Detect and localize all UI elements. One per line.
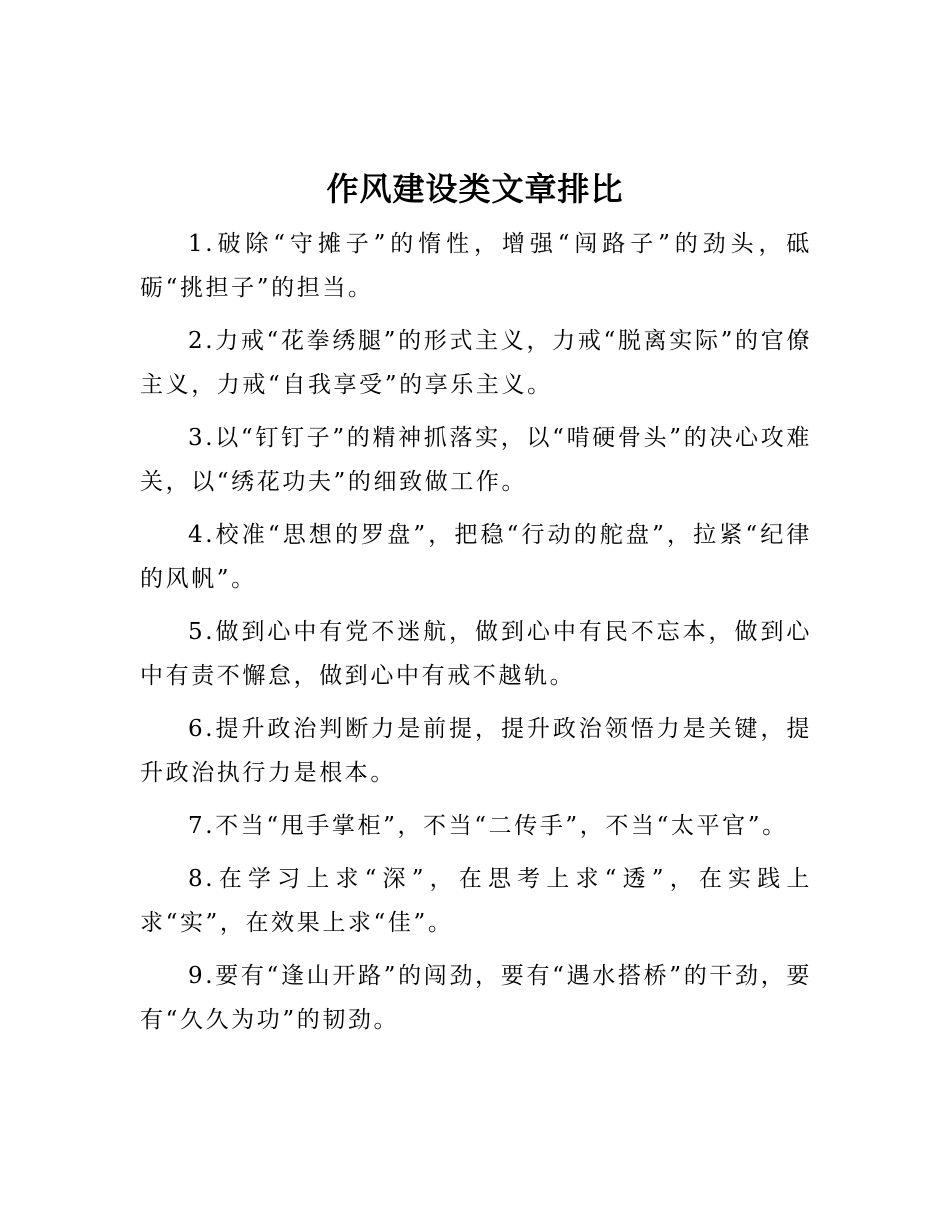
paragraph-8: 8.在学习上求“深”，在思考上求“透”，在实践上求“实”，在效果上求“佳”。 [140,866,812,936]
paragraph-4: 4.校准“思想的罗盘”，把稳“行动的舵盘”，拉紧“纪律的风帆”。 [140,522,812,592]
paragraph-5: 5.做到心中有党不迷航，做到心中有民不忘本，做到心中有责不懈怠，做到心中有戒不越轨。 [140,619,812,689]
paragraph-1: 1.破除“守摊子”的惰性，增强“闯路子”的劲头，砥砺“挑担子”的担当。 [140,231,812,301]
document-title: 作风建设类文章排比 [326,170,624,208]
paragraph-3: 3.以“钉钉子”的精神抓落实，以“啃硬骨头”的决心攻难关，以“绣花功夫”的细致做工作。 [140,425,812,495]
paragraph-9: 9.要有“逢山开路”的闯劲，要有“遇水搭桥”的干劲，要有“久久为功”的韧劲。 [140,963,812,1033]
document-body [140,222,812,1051]
paragraph-2: 2.力戒“花拳绣腿”的形式主义，力戒“脱离实际”的官僚主义，力戒“自我享受”的享乐主义。 [140,328,812,398]
paragraph-6: 6.提升政治判断力是前提，提升政治领悟力是关键，提升政治执行力是根本。 [140,716,812,786]
paragraph-7: 7.不当“甩手掌柜”，不当“二传手”，不当“太平官”。 [188,813,788,839]
